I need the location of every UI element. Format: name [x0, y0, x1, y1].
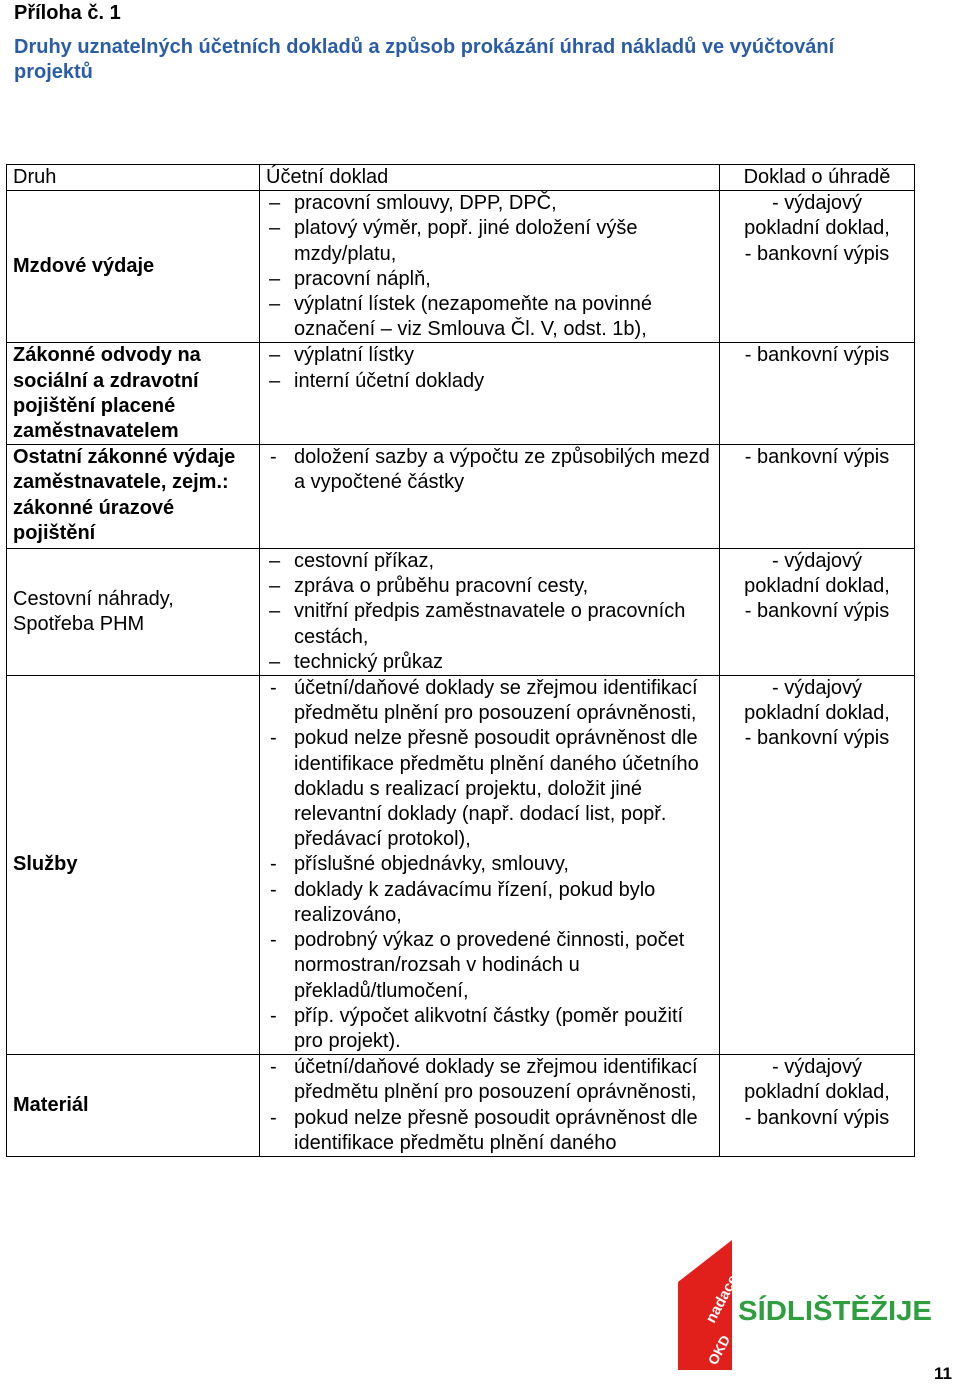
list-item: – vnitřní předpis zaměstnavatele o pracovních cestách, — [266, 599, 713, 649]
column-header: Druh — [7, 165, 260, 191]
table-row — [7, 549, 915, 676]
expense-type: Cestovní náhrady, Spotřeba PHM — [7, 549, 260, 676]
payment-line: - bankovní výpis — [744, 446, 890, 469]
table-row — [7, 191, 915, 343]
list-item: - příp. výpočet alikvotní částky (poměr použití pro projekt). — [266, 1004, 713, 1054]
payment-line: pokladní doklad, — [744, 217, 890, 240]
column-header: Účetní doklad — [260, 165, 720, 191]
documents-table — [6, 164, 915, 1157]
expense-type: Materiál — [7, 1055, 260, 1157]
payment-cell — [720, 549, 915, 676]
list-item: – výplatní lístek (nezapomeňte na povinné označení – viz Smlouva Čl. V, odst. 1b), — [266, 292, 713, 342]
expense-type: Ostatní zákonné výdaje zaměstnavatele, zejm.: zákonné úrazové pojištění — [7, 445, 260, 549]
list-item: - pokud nelze přesně posoudit oprávněnost dle identifikace předmětu plnění daného účetního dokladu s realizací projektu, doložit jiné relevantní doklady (např. dodací list, popř. předávací protokol), — [266, 726, 713, 852]
list-item: - podrobný výkaz o provedené činnosti, počet normostran/rozsah v hodinách u překladů/tlumočení, — [266, 928, 713, 1004]
list-item: – zpráva o průběhu pracovní cesty, — [266, 574, 713, 599]
sidliste-zije-logo — [668, 1240, 936, 1370]
table-row — [7, 445, 915, 549]
table-row — [7, 676, 915, 1055]
list-item: – interní účetní doklady — [266, 369, 713, 394]
expense-type: Mzdové výdaje — [7, 191, 260, 343]
payment-line: - bankovní výpis — [744, 727, 890, 750]
list-item: – cestovní příkaz, — [266, 549, 713, 574]
table-row — [7, 343, 915, 445]
page-number: 11 — [934, 1364, 952, 1383]
payment-line: pokladní doklad, — [744, 702, 890, 725]
document-cell — [260, 549, 720, 676]
expense-type: Služby — [7, 676, 260, 1055]
logo-badge-text: nadace — [702, 1272, 742, 1326]
list-item: – technický průkaz — [266, 650, 713, 675]
payment-line: - výdajový — [771, 1056, 863, 1079]
payment-cell — [720, 445, 915, 549]
document-cell — [260, 1055, 720, 1157]
payment-cell — [720, 343, 915, 445]
expense-type: Zákonné odvody na sociální a zdravotní pojištění placené zaměstnavatelem — [7, 343, 260, 445]
logo-name: SÍDLIŠTĚŽIJE — [738, 1295, 924, 1326]
document-cell — [260, 676, 720, 1055]
document-title: Druhy uznatelných účetních dokladů a způsob prokázání úhrad nákladů ve vyúčtování projektů — [14, 36, 835, 83]
list-item: - doložení sazby a výpočtu ze způsobilých mezd a vypočtené částky — [266, 445, 713, 495]
list-item: - účetní/daňové doklady se zřejmou identifikací předmětu plnění pro posouzení oprávněnosti, — [266, 676, 713, 726]
payment-cell — [720, 191, 915, 343]
document-cell — [260, 191, 720, 343]
payment-cell — [720, 1055, 915, 1157]
payment-line: pokladní doklad, — [744, 1081, 890, 1104]
list-item: - účetní/daňové doklady se zřejmou identifikací předmětu plnění pro posouzení oprávněnosti, — [266, 1055, 713, 1105]
payment-line: - bankovní výpis — [744, 344, 890, 367]
list-item: – výplatní lístky — [266, 343, 713, 368]
table-header-row — [7, 165, 915, 191]
payment-line: - výdajový — [771, 192, 863, 215]
document-cell — [260, 445, 720, 549]
payment-cell — [720, 676, 915, 1055]
list-item: - doklady k zadávacímu řízení, pokud bylo realizováno, — [266, 878, 713, 928]
attachment-label: Příloha č. 1 — [14, 2, 121, 24]
list-item: - příslušné objednávky, smlouvy, — [266, 852, 713, 877]
payment-line: pokladní doklad, — [744, 575, 890, 598]
payment-line: - bankovní výpis — [744, 242, 890, 265]
payment-line: - bankovní výpis — [744, 1106, 890, 1129]
column-header: Doklad o úhradě — [720, 165, 915, 191]
logo-badge-sub: OKD — [704, 1332, 734, 1368]
list-item: - pokud nelze přesně posoudit oprávněnost dle identifikace předmětu plnění daného — [266, 1106, 713, 1156]
payment-line: - výdajový — [771, 677, 863, 700]
list-item: – pracovní smlouvy, DPP, DPČ, — [266, 191, 713, 216]
payment-line: - bankovní výpis — [744, 600, 890, 623]
table-row — [7, 1055, 915, 1157]
list-item: – pracovní náplň, — [266, 267, 713, 292]
payment-line: - výdajový — [771, 550, 863, 573]
document-cell — [260, 343, 720, 445]
list-item: – platový výměr, popř. jiné doložení výše mzdy/platu, — [266, 216, 713, 266]
